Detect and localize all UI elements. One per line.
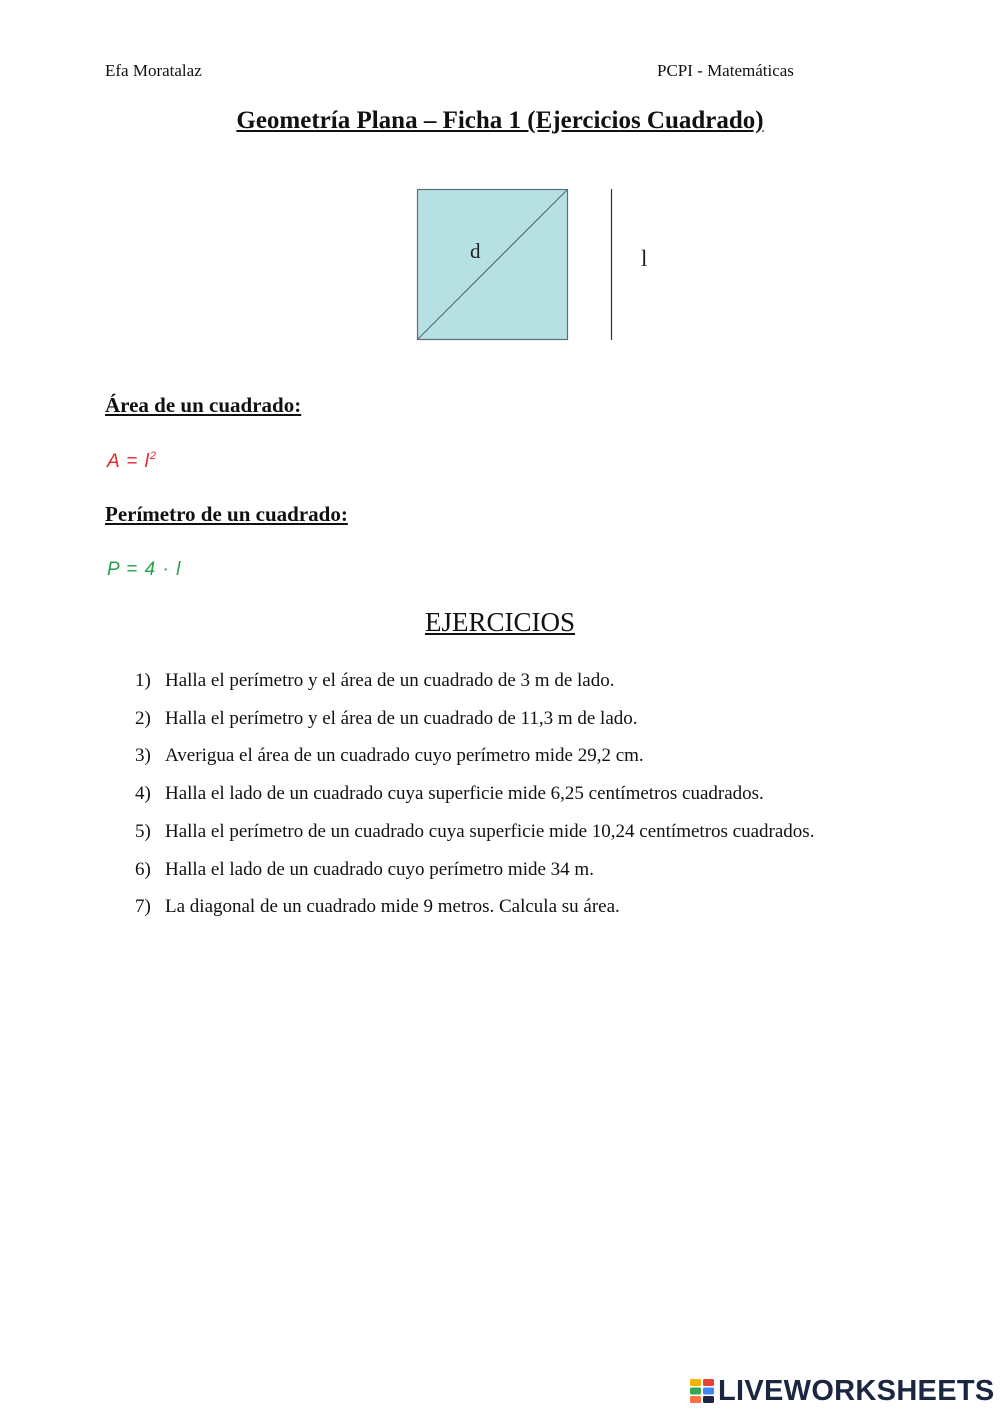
exercise-number: 1): [135, 670, 151, 691]
exercise-number: 6): [135, 858, 151, 880]
exercise-item: [135, 775, 896, 813]
exercise-item: [135, 813, 896, 851]
exercise-item: [135, 737, 896, 775]
exercise-number: 5): [135, 820, 151, 842]
exercise-text: Halla el perímetro y el área de un cuadrado de 3 m de lado.: [165, 670, 615, 691]
side-label: l: [641, 246, 648, 271]
exercise-text: Averigua el área de un cuadrado cuyo perímetro mide 29,2 cm.: [165, 745, 644, 767]
exercises-heading: EJERCICIOS: [424, 607, 576, 637]
liveworksheets-logo-text: LIVEWORKSHEETS: [718, 1374, 995, 1407]
area-heading: Área de un cuadrado:: [105, 393, 302, 417]
exercise-text: Halla el perímetro y el área de un cuadrado de 11,3 m de lado.: [165, 707, 638, 729]
exercise-number: 2): [135, 707, 151, 729]
area-formula-exponent: 2: [149, 450, 157, 462]
exercise-number: 3): [135, 745, 151, 767]
exercise-item: [135, 888, 896, 926]
exercise-list: [135, 662, 896, 926]
exercise-item: [135, 851, 896, 889]
header-right: PCPI - Matemáticas: [657, 61, 794, 80]
area-formula-base: A = l: [107, 451, 150, 472]
exercise-number: 4): [135, 783, 151, 805]
exercise-text: Halla el perímetro de un cuadrado cuya superficie mide 10,24 centímetros cuadrados.: [165, 820, 815, 842]
header-left: Efa Moratalaz: [105, 61, 202, 80]
exercise-item: [135, 662, 896, 700]
exercise-text: Halla el lado de un cuadrado cuya superficie mide 6,25 centímetros cuadrados.: [165, 783, 764, 805]
perimeter-formula: P = 4 · l: [107, 559, 182, 580]
area-formula: [107, 450, 157, 473]
exercise-text: La diagonal de un cuadrado mide 9 metros. Calcula su área.: [165, 896, 620, 918]
exercise-number: 7): [135, 896, 151, 918]
square-figure: [410, 183, 670, 348]
diagonal-label: d: [470, 239, 481, 263]
liveworksheets-logo: [690, 1374, 995, 1408]
perimeter-heading: Perímetro de un cuadrado:: [105, 502, 348, 526]
page-title: Geometría Plana – Ficha 1 (Ejercicios Cuadrado): [236, 107, 764, 134]
exercise-item: [135, 700, 896, 738]
exercise-text: Halla el lado de un cuadrado cuyo perímetro mide 34 m.: [165, 858, 594, 880]
liveworksheets-logo-icon: [690, 1379, 714, 1403]
